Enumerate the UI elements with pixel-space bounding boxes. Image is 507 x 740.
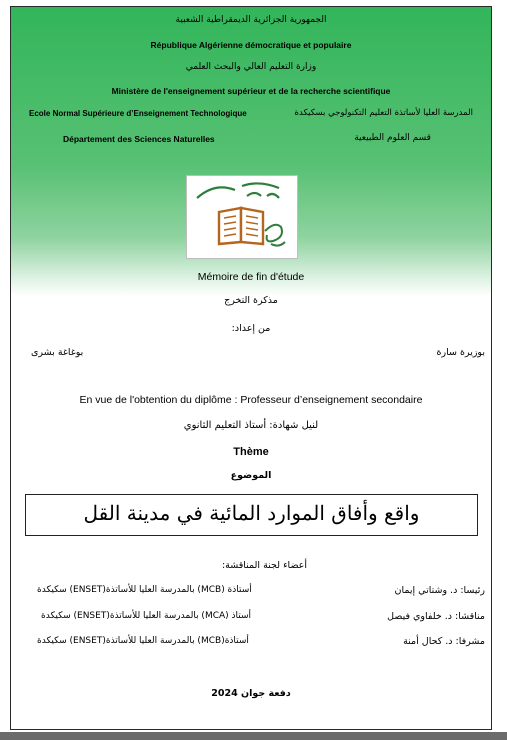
school-french: Ecole Normal Supérieure d’Enseignement Technologique	[29, 109, 247, 118]
jury-president-affiliation: أستاذة (MCB) بالمدرسة العليا للأساتذة(ENSET) سكيكدة	[37, 585, 252, 595]
jury-examiner-affiliation: أستاذ (MCA) بالمدرسة العليا للأساتذة(ENSET) سكيكدة	[41, 611, 252, 621]
ministry-arabic: وزارة التعليم العالي والبحث العلمي	[185, 62, 317, 72]
department-arabic: قسم العلوم الطبيعية	[354, 133, 431, 143]
student-1: بوزيرة سارة	[436, 347, 485, 358]
thesis-cover-page	[10, 6, 492, 730]
thesis-title: واقع وأفاق الموارد المائية في مدينة القل	[83, 501, 420, 525]
jury-president: رئيسا: د. وشتاتي إيمان	[394, 585, 485, 596]
jury-supervisor-affiliation: أستاذة(MCB) بالمدرسة العليا للأساتذة(ENSET) سكيكدة	[37, 636, 249, 646]
thesis-title-box	[25, 494, 478, 536]
school-arabic: المدرسة العليا لأساتذة التعليم التكنولوجي بسكيكدة	[294, 108, 473, 118]
promotion: دفعة جوان 2024	[211, 688, 291, 699]
memoire-arabic: مذكرة التخرج	[224, 295, 278, 306]
school-logo	[186, 175, 298, 259]
jury-supervisor: مشرفا: د. كحال أمنة	[403, 636, 485, 647]
republic-arabic: الجمهورية الجزائرية الديمقراطية الشعبية	[175, 15, 327, 25]
department-french: Département des Sciences Naturelles	[63, 134, 215, 144]
diploma-french: En vue de l'obtention du diplôme : Professeur d’enseignement secondaire	[79, 394, 423, 406]
theme-arabic: الموضوع	[230, 470, 272, 481]
theme-french: Thème	[233, 446, 269, 458]
student-2: بوغاغة بشرى	[31, 347, 84, 358]
ministry-french: Ministère de l'enseignement supérieur et de la recherche scientifique	[111, 86, 391, 96]
jury-examiner: مناقشا: د. خلفاوي فيصل	[387, 611, 485, 622]
open-book-icon	[187, 176, 297, 258]
diploma-arabic: لنيل شهادة: أستاذ التعليم الثانوي	[183, 420, 319, 431]
republic-french: République Algérienne démocratique et populaire	[150, 40, 352, 50]
window-bottom-bar	[0, 732, 507, 740]
jury-heading: أعضاء لجنة المناقشة:	[221, 560, 307, 571]
memoire-french: Mémoire de fin d'étude	[197, 271, 305, 283]
prepared-by: من إعداد:	[231, 323, 271, 334]
